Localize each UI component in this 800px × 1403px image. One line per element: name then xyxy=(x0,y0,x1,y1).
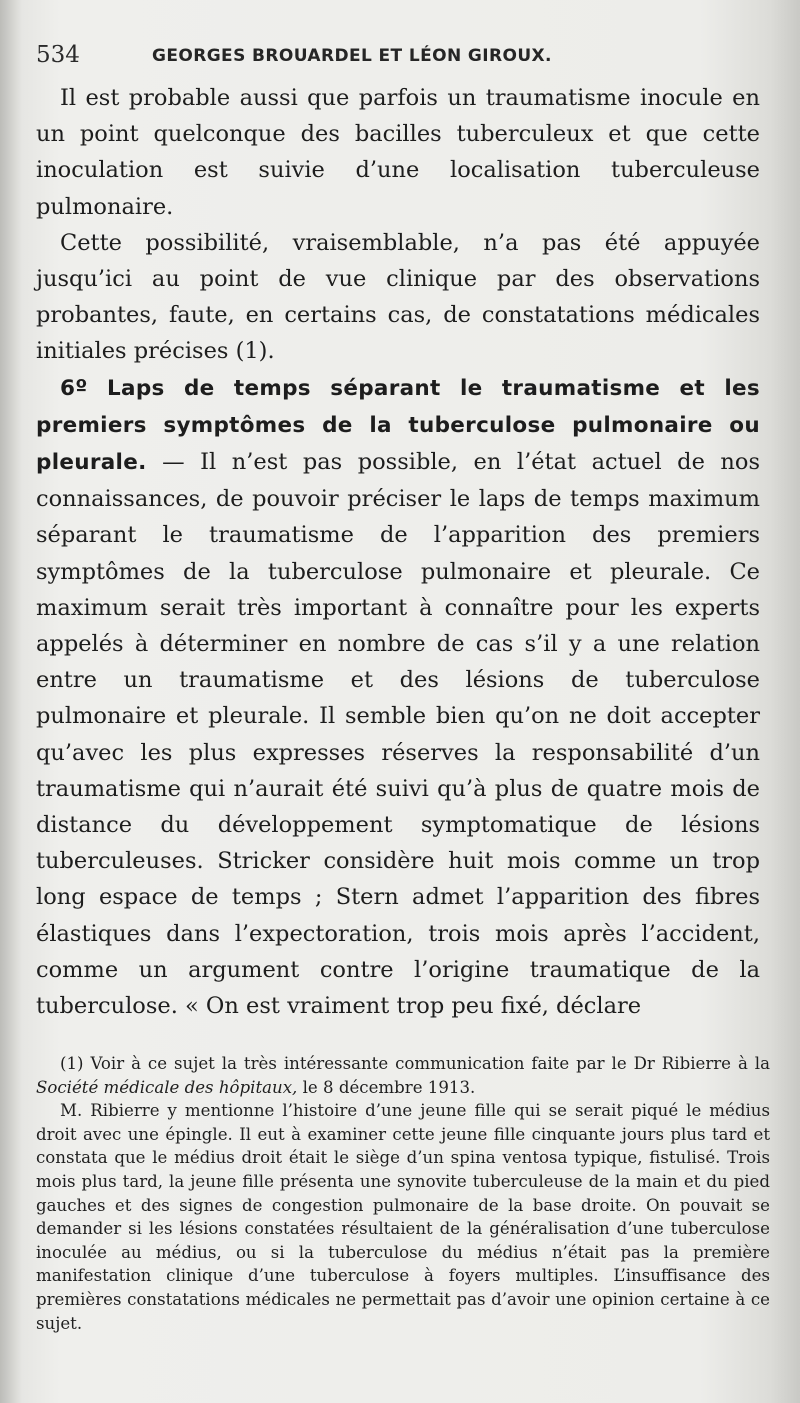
footnote-1-start: (1) Voir à ce sujet la très intéressante communication faite par le Dr Ribierre à la xyxy=(60,1054,770,1073)
paragraph-1: Il est probable aussi que parfois un traumatisme inocule en un point quelconque des bacilles tuberculeux et que cette inoculation est suivie d’une localisation tuberculeuse pulmonaire. xyxy=(36,85,760,220)
footnote-1 xyxy=(36,1052,770,1099)
footnote-2: M. Ribierre y mentionne l’histoire d’une jeune fille qui se serait piqué le médius droit avec une épingle. Il eut à examiner cette jeune fille cinquante jours plus tard et constata que le médius droit était le siège d’un spina ventosa typique, fistulisé. Trois mois plus tard, la jeune fille présenta une synovite tuberculeuse de la main et du pied gauches et des signes de congestion pulmonaire de la base droite. On pouvait se demander si les lésions constatées résultaient de la généralisation d’une tuberculose inoculée au médius, ou si la tuberculose du médius n’était pas la première manifestation clinique d’une tuberculose à foyers multiples. L’insuffisance des premières constatations médicales ne permettait pas d’avoir une opinion certaine à ce sujet. xyxy=(36,1101,770,1333)
main-text xyxy=(36,80,760,1024)
section-heading: 6º Laps de temps séparant le traumatisme et les premiers symptômes de la tuberculose pulmonaire ou pleurale. xyxy=(36,375,760,476)
page-number: 534 xyxy=(36,42,80,68)
footnote-1-end: le 8 décembre 1913. xyxy=(297,1077,476,1097)
page-header xyxy=(36,42,770,76)
paragraph-2: Cette possibilité, vraisemblable, n’a pas été appuyée jusqu’ici au point de vue clinique par des observations probantes, faute, en certains cas, de constatations médicales initiales précises (1). xyxy=(36,229,760,365)
footnote-1-journal: Société médicale des hôpitaux, xyxy=(36,1077,298,1097)
paragraph-3-text: — Il n’est pas possible, en l’état actuel de nos connaissances, de pouvoir préciser le laps de temps maximum séparant le traumatisme de l’apparition des premiers symptômes de la tuberculose pulmonaire et pleurale. Ce maximum serait très important à connaître pour les experts appelés à déterminer en nombre de cas s’il y a une relation entre un traumatisme et des lésions de tuberculose pulmonaire et pleurale. Il semble bien qu’on ne doit accepter qu’avec les plus expresses réserves la responsabilité d’un traumatisme qui n’aurait été suivi qu’à plus de quatre mois de distance du développement symptomatique de lésions tuberculeuses. Stricker considère huit mois comme un trop long espace de temps ; Stern admet l’apparition des fibres élastiques dans l’expectoration, trois mois après l’accident, comme un argument contre l’origine traumatique de la tuberculose. « On est vraiment trop peu fixé, déclare xyxy=(36,449,760,1020)
paragraph-3 xyxy=(36,370,760,1025)
footnotes xyxy=(36,1052,770,1335)
running-head: GEORGES BROUARDEL ET LÉON GIROUX. xyxy=(152,46,552,66)
